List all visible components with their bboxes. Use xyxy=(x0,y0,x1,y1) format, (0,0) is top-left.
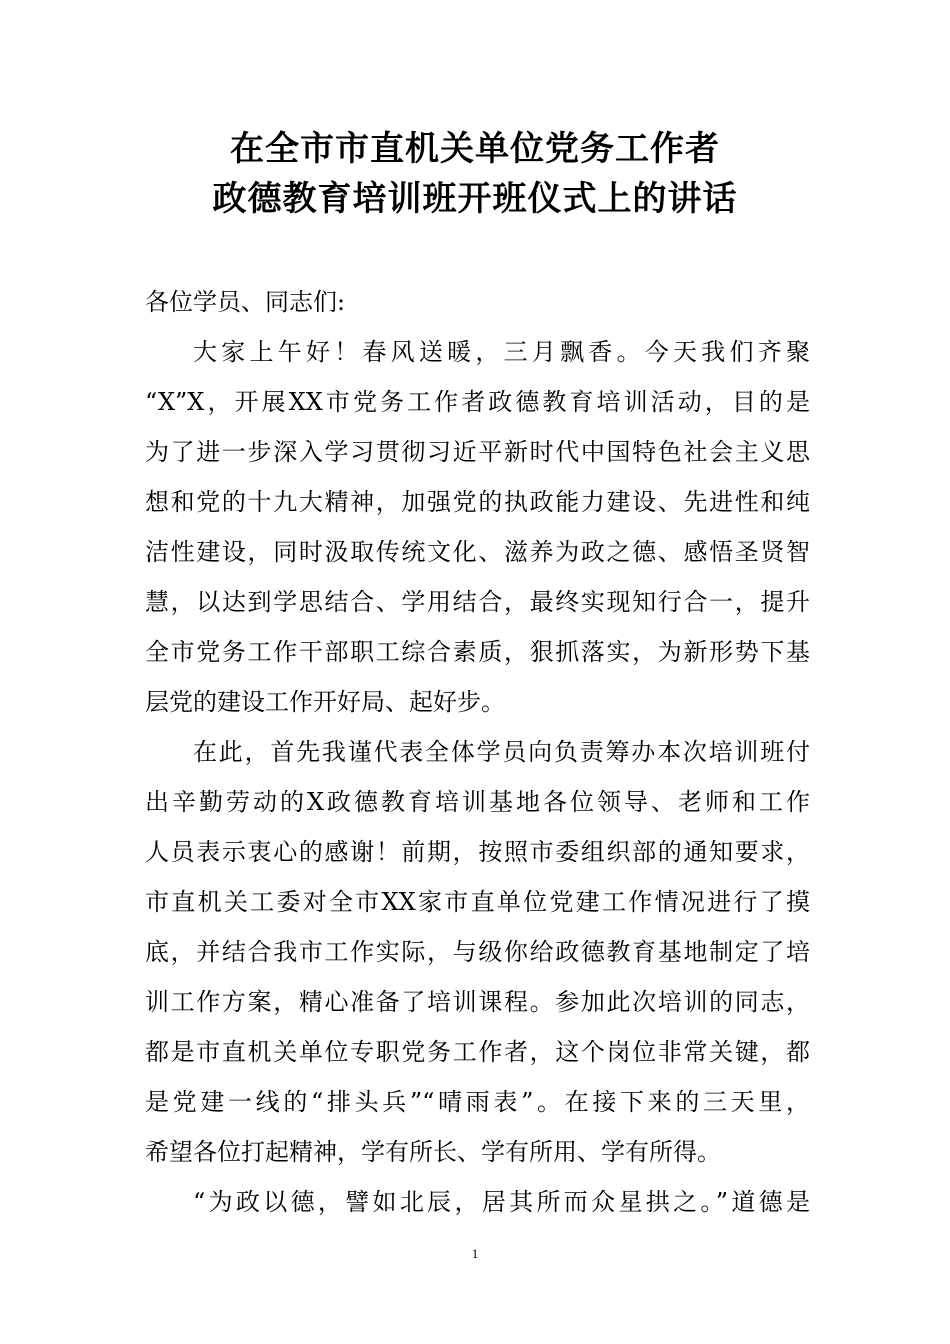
document-title-line-2: 政德教育培训班开班仪式上的讲话 xyxy=(212,179,738,219)
paragraph-1-line: 为了进一步深入学习贯彻习近平新时代中国特色社会主义思 xyxy=(145,438,810,466)
paragraph-2-line: 希望各位打起精神，学有所长、学有所用、学有所得。 xyxy=(145,1138,721,1166)
document-title-line-1: 在全市市直机关单位党务工作者 xyxy=(230,129,720,169)
paragraph-2-line: 是党建一线的“排头兵”“晴雨表”。在接下来的三天里， xyxy=(145,1088,810,1116)
paragraph-2-line: 市直机关工委对全市XX家市直单位党建工作情况进行了摸 xyxy=(145,888,810,916)
paragraph-1-line: “X”X，开展XX市党务工作者政德教育培训活动，目的是 xyxy=(145,388,810,416)
paragraph-2-line: 出辛勤劳动的X政德教育培训基地各位领导、老师和工作 xyxy=(145,788,810,816)
paragraph-2-line: 人员表示衷心的感谢！前期，按照市委组织部的通知要求， xyxy=(145,838,810,866)
paragraph-1-line: 慧，以达到学思结合、学用结合，最终实现知行合一，提升 xyxy=(145,588,810,616)
paragraph-2-line: 底，并结合我市工作实际，与级你给政德教育基地制定了培 xyxy=(145,938,810,966)
salutation: 各位学员、同志们: xyxy=(145,288,346,316)
paragraph-1-line: 想和党的十九大精神，加强党的执政能力建设、先进性和纯 xyxy=(145,488,810,516)
paragraph-3-line: “为政以德，譬如北辰，居其所而众星拱之。”道德是 xyxy=(193,1188,810,1216)
paragraph-1-line: 全市党务工作干部职工综合素质，狠抓落实，为新形势下基 xyxy=(145,638,810,666)
paragraph-1-line: 层党的建设工作开好局、起好步。 xyxy=(145,688,505,716)
paragraph-1-line: 大家上午好！春风送暖，三月飘香。今天我们齐聚 xyxy=(193,338,810,366)
paragraph-2-line: 训工作方案，精心准备了培训课程。参加此次培训的同志， xyxy=(145,988,810,1016)
paragraph-2-line: 都是市直机关单位专职党务工作者，这个岗位非常关键，都 xyxy=(145,1038,810,1066)
paragraph-2-line: 在此，首先我谨代表全体学员向负责筹办本次培训班付 xyxy=(193,738,810,766)
page-number: 1 xyxy=(471,1246,479,1261)
paragraph-1-line: 洁性建设，同时汲取传统文化、滋养为政之德、感悟圣贤智 xyxy=(145,538,810,566)
